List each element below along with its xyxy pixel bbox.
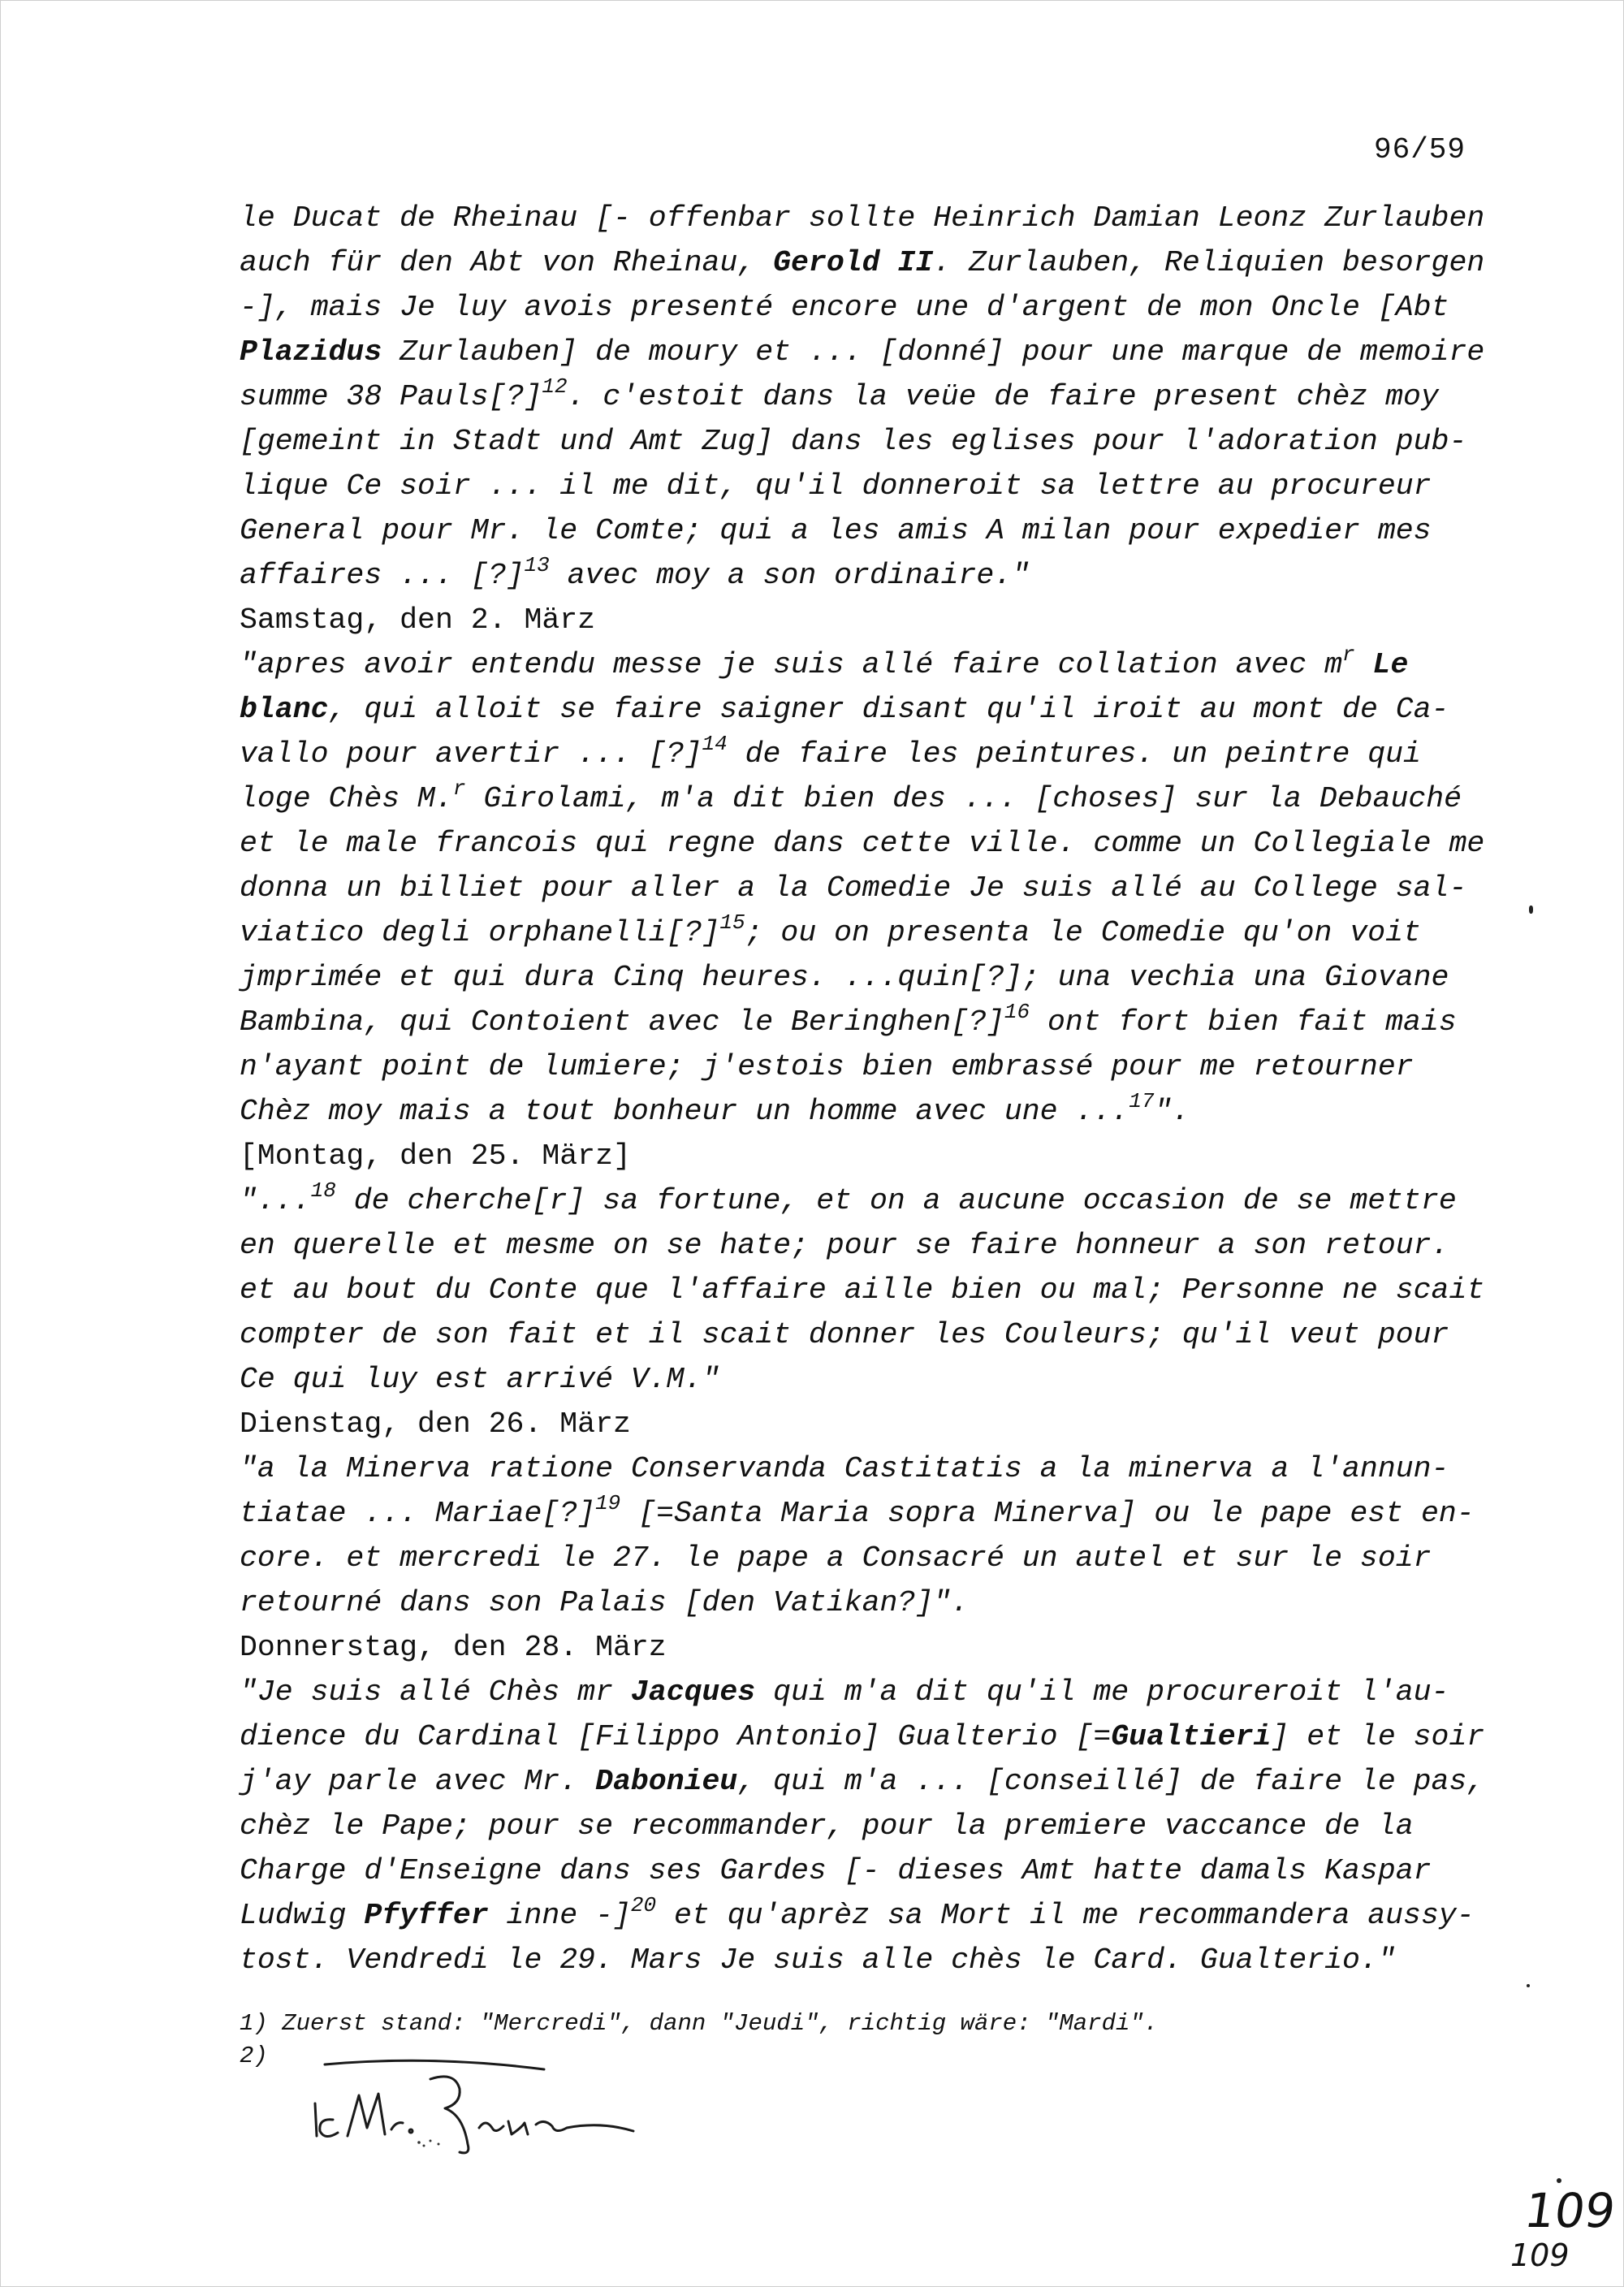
text-line <box>240 910 1490 955</box>
text-line <box>240 464 1490 508</box>
footnote-ref: 18 <box>310 1178 336 1203</box>
text-run <box>1355 648 1373 681</box>
text-line <box>240 1178 1490 1223</box>
text-run: ; ou on presenta le Comedie qu'on voit <box>745 916 1421 949</box>
text-run: retourné dans son Palais [den Vatikan?]". <box>240 1586 970 1619</box>
folio-pencil: 109 <box>1510 2237 1570 2273</box>
text-line <box>240 1848 1490 1893</box>
text-line <box>240 374 1490 419</box>
text-line <box>240 419 1490 464</box>
text-run: lique Ce soir ... il me dit, qu'il donneroit sa lettre au procureur <box>240 469 1432 503</box>
text-line <box>240 1446 1490 1491</box>
text-run: summe 38 Pauls[?] <box>240 380 542 413</box>
text-run: Girolami, m'a dit bien des ... [choses] sur la Debauché <box>465 782 1462 815</box>
text-run: le Ducat de Rheinau [- offenbar sollte Heinrich Damian Leonz Zurlauben <box>240 201 1485 235</box>
page-reference: 96/59 <box>1374 133 1466 166</box>
name-plazidus: Plazidus <box>240 335 382 369</box>
text-run: "a la Minerva ratione Conservanda Castitatis a la minerva a l'annun- <box>240 1452 1449 1485</box>
text-run: tost. Vendredi le 29. Mars Je suis alle chès le Card. Gualterio." <box>240 1943 1396 1977</box>
text-run: Charge d'Enseigne dans ses Gardes [- dieses Amt hatte damals Kaspar <box>240 1854 1432 1887</box>
text-run: donna un billiet pour aller a la Comedie Je suis allé au College sal- <box>240 871 1467 905</box>
text-run: General pour Mr. le Comte; qui a les amis A milan pour expedier mes <box>240 514 1432 547</box>
text-run: [gemeint in Stadt und Amt Zug] dans les eglises pour l'adoration pub- <box>240 425 1467 458</box>
text-run: chèz le Pape; pour se recommander, pour la premiere vaccance de la <box>240 1809 1414 1843</box>
folio-stamp: 109 <box>1521 2183 1619 2238</box>
text-run: "... <box>240 1184 311 1217</box>
text-line <box>240 196 1490 240</box>
text-run: qui m'a dit qu'il me procureroit l'au- <box>755 1675 1449 1709</box>
footnote-ref: 16 <box>1004 1000 1030 1024</box>
text-run: ont fort bien fait mais <box>1030 1005 1457 1039</box>
text-line <box>240 1268 1490 1312</box>
date-heading <box>240 1402 1490 1446</box>
text-line <box>240 776 1490 821</box>
text-line <box>240 1893 1490 1938</box>
text-run: affaires ... [?] <box>240 559 525 592</box>
text-line <box>240 1491 1490 1536</box>
text-run: [=Santa Maria sopra Minerva] ou le pape est en- <box>620 1497 1475 1530</box>
handwritten-signature <box>300 2047 650 2156</box>
text-run: . c'estoit dans la veüe de faire present chèz moy <box>567 380 1439 413</box>
text-line <box>240 1357 1490 1402</box>
text-line <box>240 1938 1490 1982</box>
text-run: "Je suis allé Chès mr <box>240 1675 631 1709</box>
text-run: auch für den Abt von Rheinau, <box>240 246 774 279</box>
name-gualtieri: Gualtieri <box>1111 1720 1272 1753</box>
text-line <box>240 866 1490 910</box>
text-run: de faire les peintures. un peintre qui <box>727 737 1421 771</box>
text-run: jmprimée et qui dura Cinq heures. ...quin[?]; una vechia una Giovane <box>240 961 1449 994</box>
text-run: , qui alloit se faire saigner disant qu'il iroit au mont de Ca- <box>328 693 1449 726</box>
text-run: inne -] <box>488 1899 631 1932</box>
text-line <box>240 1312 1490 1357</box>
text-line <box>240 553 1490 598</box>
text-run: Samstag, den 2. März <box>240 603 596 637</box>
text-line <box>240 1714 1490 1759</box>
text-run: . Zurlauben, Reliquien besorgen <box>933 246 1485 279</box>
text-line <box>240 687 1490 732</box>
text-line <box>240 508 1490 553</box>
text-run: j'ay parle avec Mr. <box>240 1765 596 1798</box>
text-run: Bambina, qui Contoient avec le Beringhen[?] <box>240 1005 1004 1039</box>
text-run: Donnerstag, den 28. März <box>240 1631 667 1664</box>
text-line <box>240 1089 1490 1134</box>
text-line <box>240 330 1490 374</box>
footnote-ref: 12 <box>542 374 568 399</box>
text-run: [Montag, den 25. März] <box>240 1139 631 1173</box>
text-run: -], mais Je luy avois presenté encore une d'argent de mon Oncle [Abt <box>240 291 1449 324</box>
text-line <box>240 1670 1490 1714</box>
text-run: Ludwig <box>240 1899 365 1932</box>
text-run: compter de son fait et il scait donner les Couleurs; qu'il veut pour <box>240 1318 1449 1351</box>
text-line <box>240 1044 1490 1089</box>
text-line <box>240 1223 1490 1268</box>
text-line <box>240 821 1490 866</box>
text-line <box>240 955 1490 1000</box>
text-line <box>240 1536 1490 1580</box>
text-run: ] et le soir <box>1271 1720 1485 1753</box>
text-run: dience du Cardinal [Filippo Antonio] Gualterio [= <box>240 1720 1112 1753</box>
date-heading <box>240 1625 1490 1670</box>
footnote-1: 1) Zuerst stand: "Mercredi", dann "Jeudi", richtig wäre: "Mardi". <box>240 2010 1159 2037</box>
text-line <box>240 1580 1490 1625</box>
text-run: loge Chès M. <box>240 782 453 815</box>
superscript: r <box>452 776 466 801</box>
text-run: en querelle et mesme on se hate; pour se faire honneur a son retour. <box>240 1229 1449 1262</box>
footnote-ref: 19 <box>595 1491 621 1515</box>
stray-mark <box>1527 1984 1530 1987</box>
text-line <box>240 1804 1490 1848</box>
text-run: vallo pour avertir ... [?] <box>240 737 702 771</box>
text-run: et qu'aprèz sa Mort il me recommandera aussy- <box>656 1899 1475 1932</box>
signature-image <box>300 2047 650 2156</box>
text-run: et au bout du Conte que l'affaire aille bien ou mal; Personne ne scait <box>240 1273 1485 1307</box>
stray-mark <box>1529 906 1533 914</box>
footnote-ref: 17 <box>1129 1089 1155 1113</box>
text-line <box>240 642 1490 687</box>
date-heading <box>240 598 1490 642</box>
text-line <box>240 240 1490 285</box>
text-run: , qui m'a ... [conseillé] de faire le pas, <box>737 1765 1485 1798</box>
name-leblanc: blanc <box>240 693 329 726</box>
footnote-ref: 20 <box>630 1893 657 1917</box>
text-run: Zurlauben] de moury et ... [donné] pour une marque de memoire <box>382 335 1485 369</box>
text-line <box>240 732 1490 776</box>
superscript: r <box>1342 642 1355 667</box>
text-run: Dienstag, den 26. März <box>240 1407 631 1441</box>
text-line <box>240 285 1490 330</box>
text-run: Ce qui luy est arrivé V.M." <box>240 1363 720 1396</box>
date-heading <box>240 1134 1490 1178</box>
footnote-ref: 14 <box>702 732 728 756</box>
text-line <box>240 1759 1490 1804</box>
name-pfyffer: Pfyffer <box>364 1899 489 1932</box>
text-run: tiatae ... Mariae[?] <box>240 1497 596 1530</box>
text-run: viatico degli orphanelli[?] <box>240 916 720 949</box>
text-run: de cherche[r] sa fortune, et on a aucune occasion de se mettre <box>335 1184 1457 1217</box>
text-run: "apres avoir entendu messe je suis allé faire collation avec m <box>240 648 1343 681</box>
text-run: et le male francois qui regne dans cette ville. comme un Collegiale me <box>240 827 1485 860</box>
name-gerold: Gerold II <box>773 246 934 279</box>
footnote-2: 2) <box>240 2043 268 2069</box>
text-run: core. et mercredi le 27. le pape a Consacré un autel et sur le soir <box>240 1541 1432 1575</box>
transcription-body <box>240 196 1490 1982</box>
text-run: ". <box>1154 1095 1190 1128</box>
footnote-ref: 15 <box>719 910 745 935</box>
text-run: n'ayant point de lumiere; j'estois bien embrassé pour me retourner <box>240 1050 1414 1083</box>
footnote-ref: 13 <box>524 553 550 577</box>
text-line <box>240 1000 1490 1044</box>
text-run: Chèz moy mais a tout bonheur un homme avec une ... <box>240 1095 1129 1128</box>
text-run: avec moy a son ordinaire." <box>549 559 1030 592</box>
name-jacques: Jacques <box>630 1675 756 1709</box>
name-dabonieu: Dabonieu <box>595 1765 738 1798</box>
name-leblanc: Le <box>1372 648 1409 681</box>
